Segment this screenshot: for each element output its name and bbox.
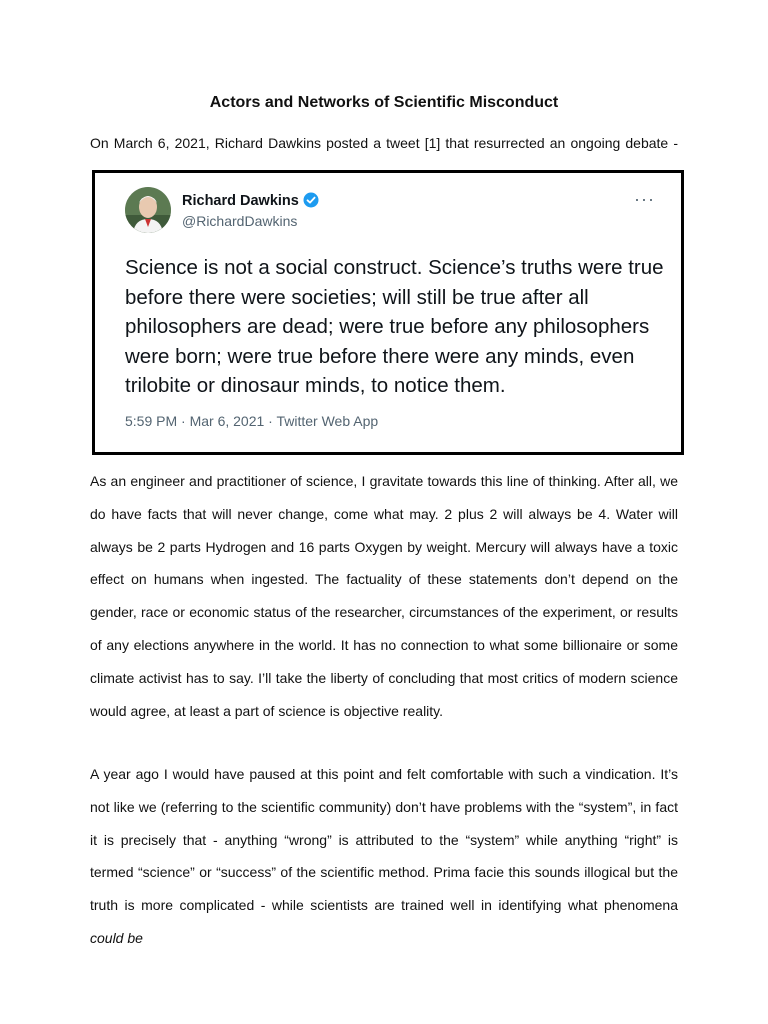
- avatar-image: [125, 187, 171, 233]
- verified-badge-icon: [303, 192, 319, 213]
- paragraph-2-text: A year ago I would have paused at this point and felt comfortable with such a vindication. It’s not like we (referring to the scientific community) don’t have problems with the “system”, in fact it is precisely that - anything “wrong” is attributed to the “system” while anything “right” is termed “science” or “success” of the scientific method. Prima facie this sounds illogical but the truth is more complicated - while scientists are trained well in identifying what phenomena: [90, 766, 678, 914]
- body-paragraph-1: As an engineer and practitioner of science, I gravitate towards this line of thinking. After all, we do have facts that will never change, come what may. 2 plus 2 will always be 4. Water will always be 2 parts Hydrogen and 16 parts Oxygen by weight. Mercury will always have a toxic effect on humans when ingested. The factuality of these statements don’t depend on the gender, race or economic status of the researcher, circumstances of the experiment, or results of any elections anywhere in the world. It has no connection to what some billionaire or some climate activist has to say. I’ll take the liberty of concluding that most critics of modern science would agree, at least a part of science is objective reality.: [90, 473, 678, 719]
- tweet-timestamp[interactable]: 5:59 PM · Mar 6, 2021 · Twitter Web App: [125, 413, 379, 429]
- tweet-text: Science is not a social construct. Science’s truths were true before there were societies; will still be true after all philosophers are dead; were true before any philosophers were born; were true before there were any minds, even trilobite or dinosaur minds, to notice them.: [125, 256, 664, 397]
- more-options-icon[interactable]: ···: [634, 189, 655, 209]
- author-name-text: Richard Dawkins: [182, 193, 299, 209]
- paragraph-2-italic: could be: [90, 929, 143, 946]
- intro-line: On March 6, 2021, Richard Dawkins posted a tweet [1] that resurrected an ongoing debate -: [90, 135, 678, 151]
- tweet-author-handle[interactable]: @RichardDawkins: [182, 213, 298, 229]
- tweet-author-name[interactable]: [182, 192, 319, 213]
- document-title: Actors and Networks of Scientific Misconduct: [209, 94, 559, 111]
- avatar[interactable]: [125, 187, 171, 233]
- body-paragraph-2: [90, 758, 678, 955]
- tweet-embed: [92, 170, 684, 455]
